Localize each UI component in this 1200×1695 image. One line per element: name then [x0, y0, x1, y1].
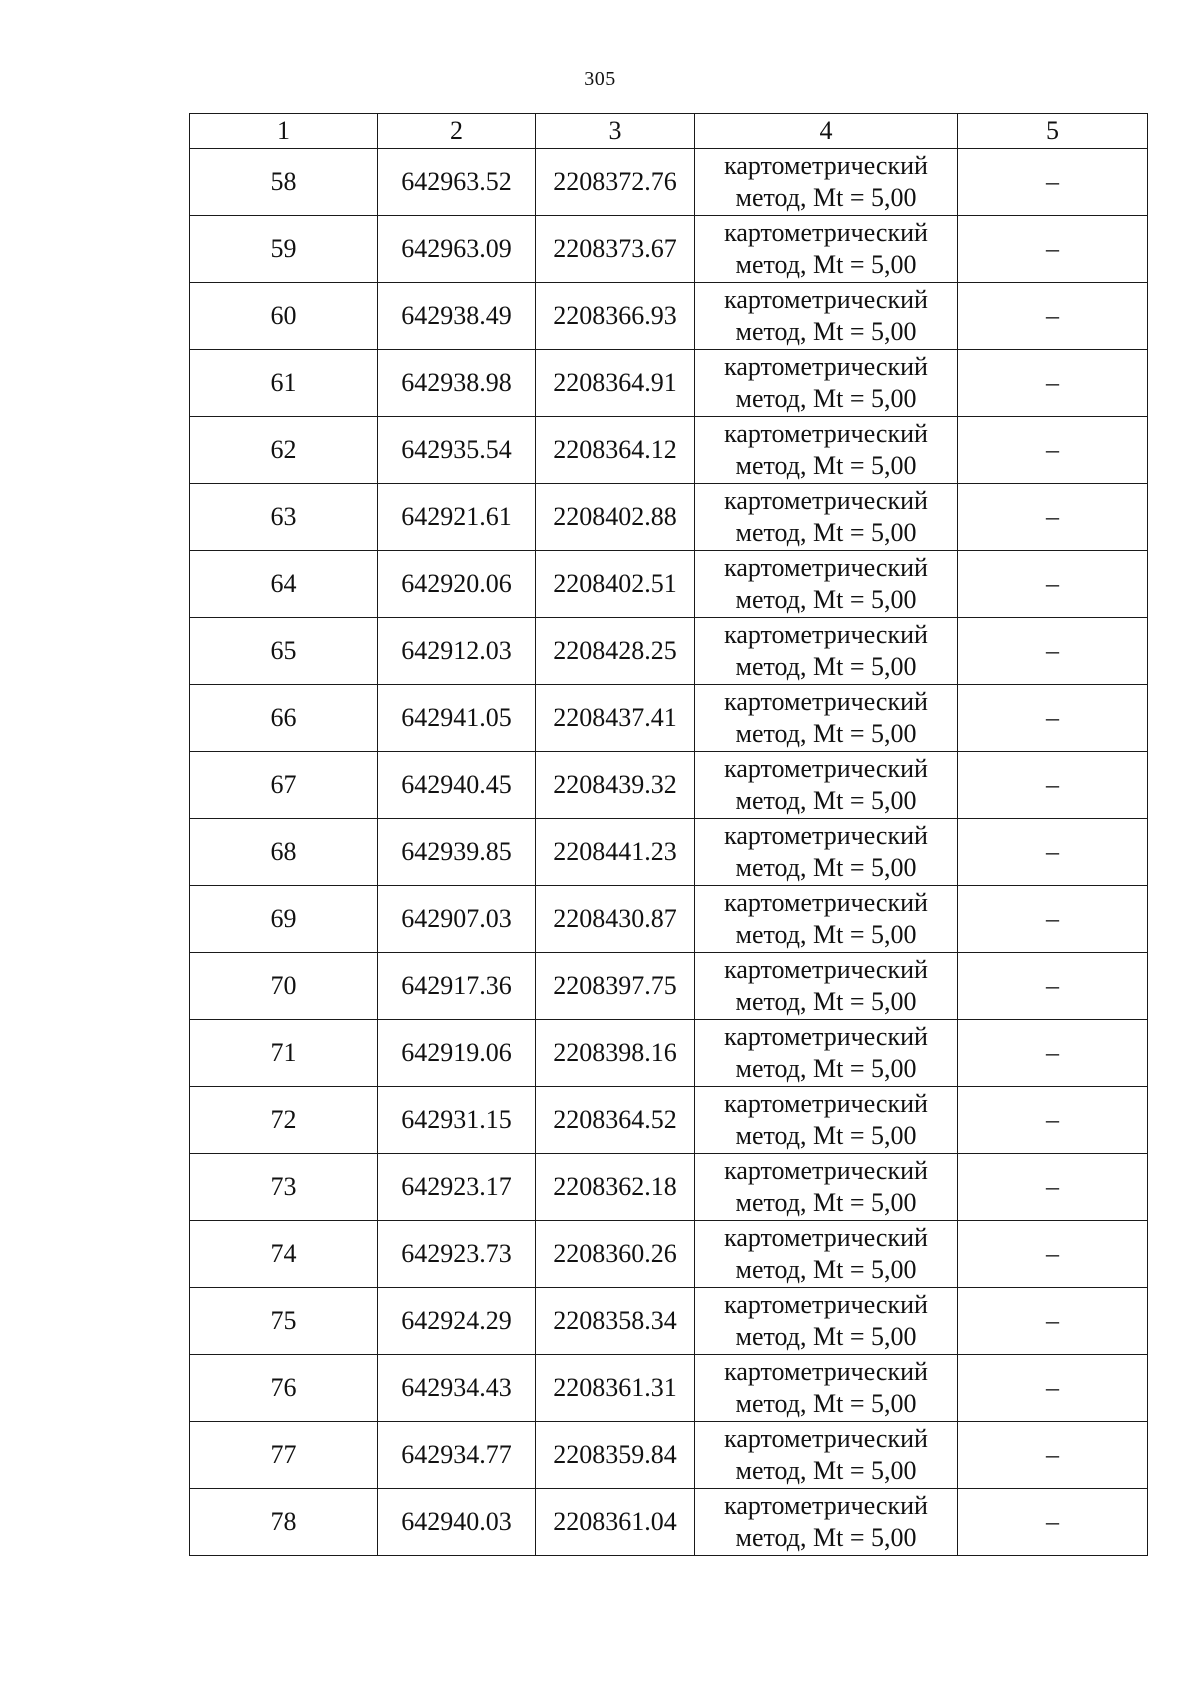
- y-coordinate-cell: 2208366.93: [536, 283, 695, 350]
- method-line-2: метод, Mt = 5,00: [735, 920, 917, 949]
- x-coordinate-cell: 642963.09: [378, 216, 536, 283]
- point-number-cell: 72: [190, 1087, 378, 1154]
- method-line-2: метод, Mt = 5,00: [735, 652, 917, 681]
- point-number-cell: 75: [190, 1288, 378, 1355]
- y-coordinate-cell: 2208430.87: [536, 886, 695, 953]
- note-cell: –: [958, 216, 1148, 283]
- method-line-2: метод, Mt = 5,00: [735, 1121, 917, 1150]
- point-number-cell: 69: [190, 886, 378, 953]
- method-cell: [695, 685, 958, 752]
- note-cell: –: [958, 953, 1148, 1020]
- method-cell: [695, 1422, 958, 1489]
- method-line-2: метод, Mt = 5,00: [735, 585, 917, 614]
- table-row: [190, 1221, 1148, 1288]
- note-cell: –: [958, 551, 1148, 618]
- method-line-2: метод, Mt = 5,00: [735, 1523, 917, 1552]
- method-line-2: метод, Mt = 5,00: [735, 1255, 917, 1284]
- note-cell: –: [958, 149, 1148, 216]
- method-line-2: метод, Mt = 5,00: [735, 786, 917, 815]
- y-coordinate-cell: 2208402.51: [536, 551, 695, 618]
- method-line-1: картометрический: [724, 620, 928, 649]
- x-coordinate-cell: 642912.03: [378, 618, 536, 685]
- method-line-2: метод, Mt = 5,00: [735, 317, 917, 346]
- method-line-1: картометрический: [724, 955, 928, 984]
- method-line-2: метод, Mt = 5,00: [735, 1389, 917, 1418]
- point-number-cell: 77: [190, 1422, 378, 1489]
- table-row: [190, 417, 1148, 484]
- point-number-cell: 62: [190, 417, 378, 484]
- table-row: [190, 216, 1148, 283]
- note-cell: –: [958, 1489, 1148, 1556]
- note-cell: –: [958, 417, 1148, 484]
- method-line-1: картометрический: [724, 1089, 928, 1118]
- note-cell: –: [958, 1355, 1148, 1422]
- method-line-1: картометрический: [724, 754, 928, 783]
- method-line-1: картометрический: [724, 821, 928, 850]
- y-coordinate-cell: 2208361.04: [536, 1489, 695, 1556]
- method-line-2: метод, Mt = 5,00: [735, 518, 917, 547]
- note-cell: –: [958, 1020, 1148, 1087]
- method-cell: [695, 886, 958, 953]
- table-row: [190, 685, 1148, 752]
- y-coordinate-cell: 2208397.75: [536, 953, 695, 1020]
- table-row: [190, 283, 1148, 350]
- table-row: [190, 484, 1148, 551]
- method-line-2: метод, Mt = 5,00: [735, 451, 917, 480]
- header-cell-1: 1: [190, 114, 378, 149]
- y-coordinate-cell: 2208441.23: [536, 819, 695, 886]
- method-cell: [695, 1288, 958, 1355]
- y-coordinate-cell: 2208360.26: [536, 1221, 695, 1288]
- table-row: [190, 551, 1148, 618]
- method-line-1: картометрический: [724, 151, 928, 180]
- method-cell: [695, 1355, 958, 1422]
- y-coordinate-cell: 2208359.84: [536, 1422, 695, 1489]
- method-line-1: картометрический: [724, 1491, 928, 1520]
- method-cell: [695, 819, 958, 886]
- table-row: [190, 953, 1148, 1020]
- table-row: [190, 752, 1148, 819]
- note-cell: –: [958, 618, 1148, 685]
- note-cell: –: [958, 1288, 1148, 1355]
- header-cell-3: 3: [536, 114, 695, 149]
- point-number-cell: 76: [190, 1355, 378, 1422]
- table-row: [190, 350, 1148, 417]
- method-cell: [695, 149, 958, 216]
- table-body: [190, 149, 1148, 1556]
- method-cell: [695, 1087, 958, 1154]
- note-cell: –: [958, 752, 1148, 819]
- x-coordinate-cell: 642923.17: [378, 1154, 536, 1221]
- method-cell: [695, 1221, 958, 1288]
- header-cell-2: 2: [378, 114, 536, 149]
- table-row: [190, 149, 1148, 216]
- method-line-2: метод, Mt = 5,00: [735, 1322, 917, 1351]
- method-cell: [695, 216, 958, 283]
- y-coordinate-cell: 2208362.18: [536, 1154, 695, 1221]
- note-cell: –: [958, 484, 1148, 551]
- point-number-cell: 60: [190, 283, 378, 350]
- table-row: [190, 1489, 1148, 1556]
- point-number-cell: 71: [190, 1020, 378, 1087]
- table-row: [190, 819, 1148, 886]
- method-line-1: картометрический: [724, 1156, 928, 1185]
- y-coordinate-cell: 2208364.52: [536, 1087, 695, 1154]
- header-cell-4: 4: [695, 114, 958, 149]
- method-cell: [695, 752, 958, 819]
- table-row: [190, 1154, 1148, 1221]
- x-coordinate-cell: 642963.52: [378, 149, 536, 216]
- x-coordinate-cell: 642921.61: [378, 484, 536, 551]
- point-number-cell: 74: [190, 1221, 378, 1288]
- point-number-cell: 68: [190, 819, 378, 886]
- x-coordinate-cell: 642941.05: [378, 685, 536, 752]
- method-line-2: метод, Mt = 5,00: [735, 719, 917, 748]
- method-line-2: метод, Mt = 5,00: [735, 987, 917, 1016]
- method-cell: [695, 417, 958, 484]
- y-coordinate-cell: 2208364.91: [536, 350, 695, 417]
- x-coordinate-cell: 642931.15: [378, 1087, 536, 1154]
- method-line-2: метод, Mt = 5,00: [735, 250, 917, 279]
- y-coordinate-cell: 2208372.76: [536, 149, 695, 216]
- method-cell: [695, 1154, 958, 1221]
- table-row: [190, 1355, 1148, 1422]
- method-cell: [695, 551, 958, 618]
- point-number-cell: 78: [190, 1489, 378, 1556]
- method-line-2: метод, Mt = 5,00: [735, 1188, 917, 1217]
- coordinates-table: [189, 113, 1148, 1556]
- method-line-1: картометрический: [724, 419, 928, 448]
- method-cell: [695, 953, 958, 1020]
- point-number-cell: 73: [190, 1154, 378, 1221]
- method-line-1: картометрический: [724, 888, 928, 917]
- method-line-1: картометрический: [724, 1357, 928, 1386]
- method-line-2: метод, Mt = 5,00: [735, 384, 917, 413]
- method-cell: [695, 283, 958, 350]
- method-line-2: метод, Mt = 5,00: [735, 1456, 917, 1485]
- method-line-1: картометрический: [724, 687, 928, 716]
- page-number: 305: [584, 68, 616, 90]
- note-cell: –: [958, 819, 1148, 886]
- x-coordinate-cell: 642934.43: [378, 1355, 536, 1422]
- note-cell: –: [958, 283, 1148, 350]
- method-cell: [695, 484, 958, 551]
- point-number-cell: 63: [190, 484, 378, 551]
- table-header: [190, 114, 1148, 149]
- note-cell: –: [958, 685, 1148, 752]
- x-coordinate-cell: 642940.45: [378, 752, 536, 819]
- point-number-cell: 66: [190, 685, 378, 752]
- x-coordinate-cell: 642919.06: [378, 1020, 536, 1087]
- point-number-cell: 59: [190, 216, 378, 283]
- y-coordinate-cell: 2208361.31: [536, 1355, 695, 1422]
- note-cell: –: [958, 1087, 1148, 1154]
- x-coordinate-cell: 642924.29: [378, 1288, 536, 1355]
- method-line-2: метод, Mt = 5,00: [735, 853, 917, 882]
- x-coordinate-cell: 642923.73: [378, 1221, 536, 1288]
- table-row: [190, 618, 1148, 685]
- x-coordinate-cell: 642938.98: [378, 350, 536, 417]
- y-coordinate-cell: 2208439.32: [536, 752, 695, 819]
- table-row: [190, 1288, 1148, 1355]
- y-coordinate-cell: 2208358.34: [536, 1288, 695, 1355]
- header-cell-5: 5: [958, 114, 1148, 149]
- method-cell: [695, 350, 958, 417]
- header-row: [190, 114, 1148, 149]
- y-coordinate-cell: 2208428.25: [536, 618, 695, 685]
- note-cell: –: [958, 350, 1148, 417]
- method-line-1: картометрический: [724, 218, 928, 247]
- x-coordinate-cell: 642907.03: [378, 886, 536, 953]
- table-row: [190, 1020, 1148, 1087]
- method-line-1: картометрический: [724, 553, 928, 582]
- method-line-1: картометрический: [724, 1290, 928, 1319]
- method-cell: [695, 618, 958, 685]
- y-coordinate-cell: 2208437.41: [536, 685, 695, 752]
- y-coordinate-cell: 2208373.67: [536, 216, 695, 283]
- method-line-1: картометрический: [724, 1223, 928, 1252]
- method-line-1: картометрический: [724, 1022, 928, 1051]
- table-row: [190, 886, 1148, 953]
- y-coordinate-cell: 2208364.12: [536, 417, 695, 484]
- method-line-1: картометрический: [724, 285, 928, 314]
- point-number-cell: 67: [190, 752, 378, 819]
- point-number-cell: 65: [190, 618, 378, 685]
- point-number-cell: 58: [190, 149, 378, 216]
- point-number-cell: 61: [190, 350, 378, 417]
- point-number-cell: 70: [190, 953, 378, 1020]
- x-coordinate-cell: 642920.06: [378, 551, 536, 618]
- note-cell: –: [958, 1221, 1148, 1288]
- method-cell: [695, 1489, 958, 1556]
- note-cell: –: [958, 1154, 1148, 1221]
- x-coordinate-cell: 642934.77: [378, 1422, 536, 1489]
- table-row: [190, 1087, 1148, 1154]
- x-coordinate-cell: 642935.54: [378, 417, 536, 484]
- method-line-2: метод, Mt = 5,00: [735, 1054, 917, 1083]
- note-cell: –: [958, 1422, 1148, 1489]
- x-coordinate-cell: 642939.85: [378, 819, 536, 886]
- method-line-2: метод, Mt = 5,00: [735, 183, 917, 212]
- method-line-1: картометрический: [724, 352, 928, 381]
- method-cell: [695, 1020, 958, 1087]
- note-cell: –: [958, 886, 1148, 953]
- x-coordinate-cell: 642938.49: [378, 283, 536, 350]
- point-number-cell: 64: [190, 551, 378, 618]
- method-line-1: картометрический: [724, 486, 928, 515]
- method-line-1: картометрический: [724, 1424, 928, 1453]
- y-coordinate-cell: 2208402.88: [536, 484, 695, 551]
- y-coordinate-cell: 2208398.16: [536, 1020, 695, 1087]
- x-coordinate-cell: 642917.36: [378, 953, 536, 1020]
- x-coordinate-cell: 642940.03: [378, 1489, 536, 1556]
- table-row: [190, 1422, 1148, 1489]
